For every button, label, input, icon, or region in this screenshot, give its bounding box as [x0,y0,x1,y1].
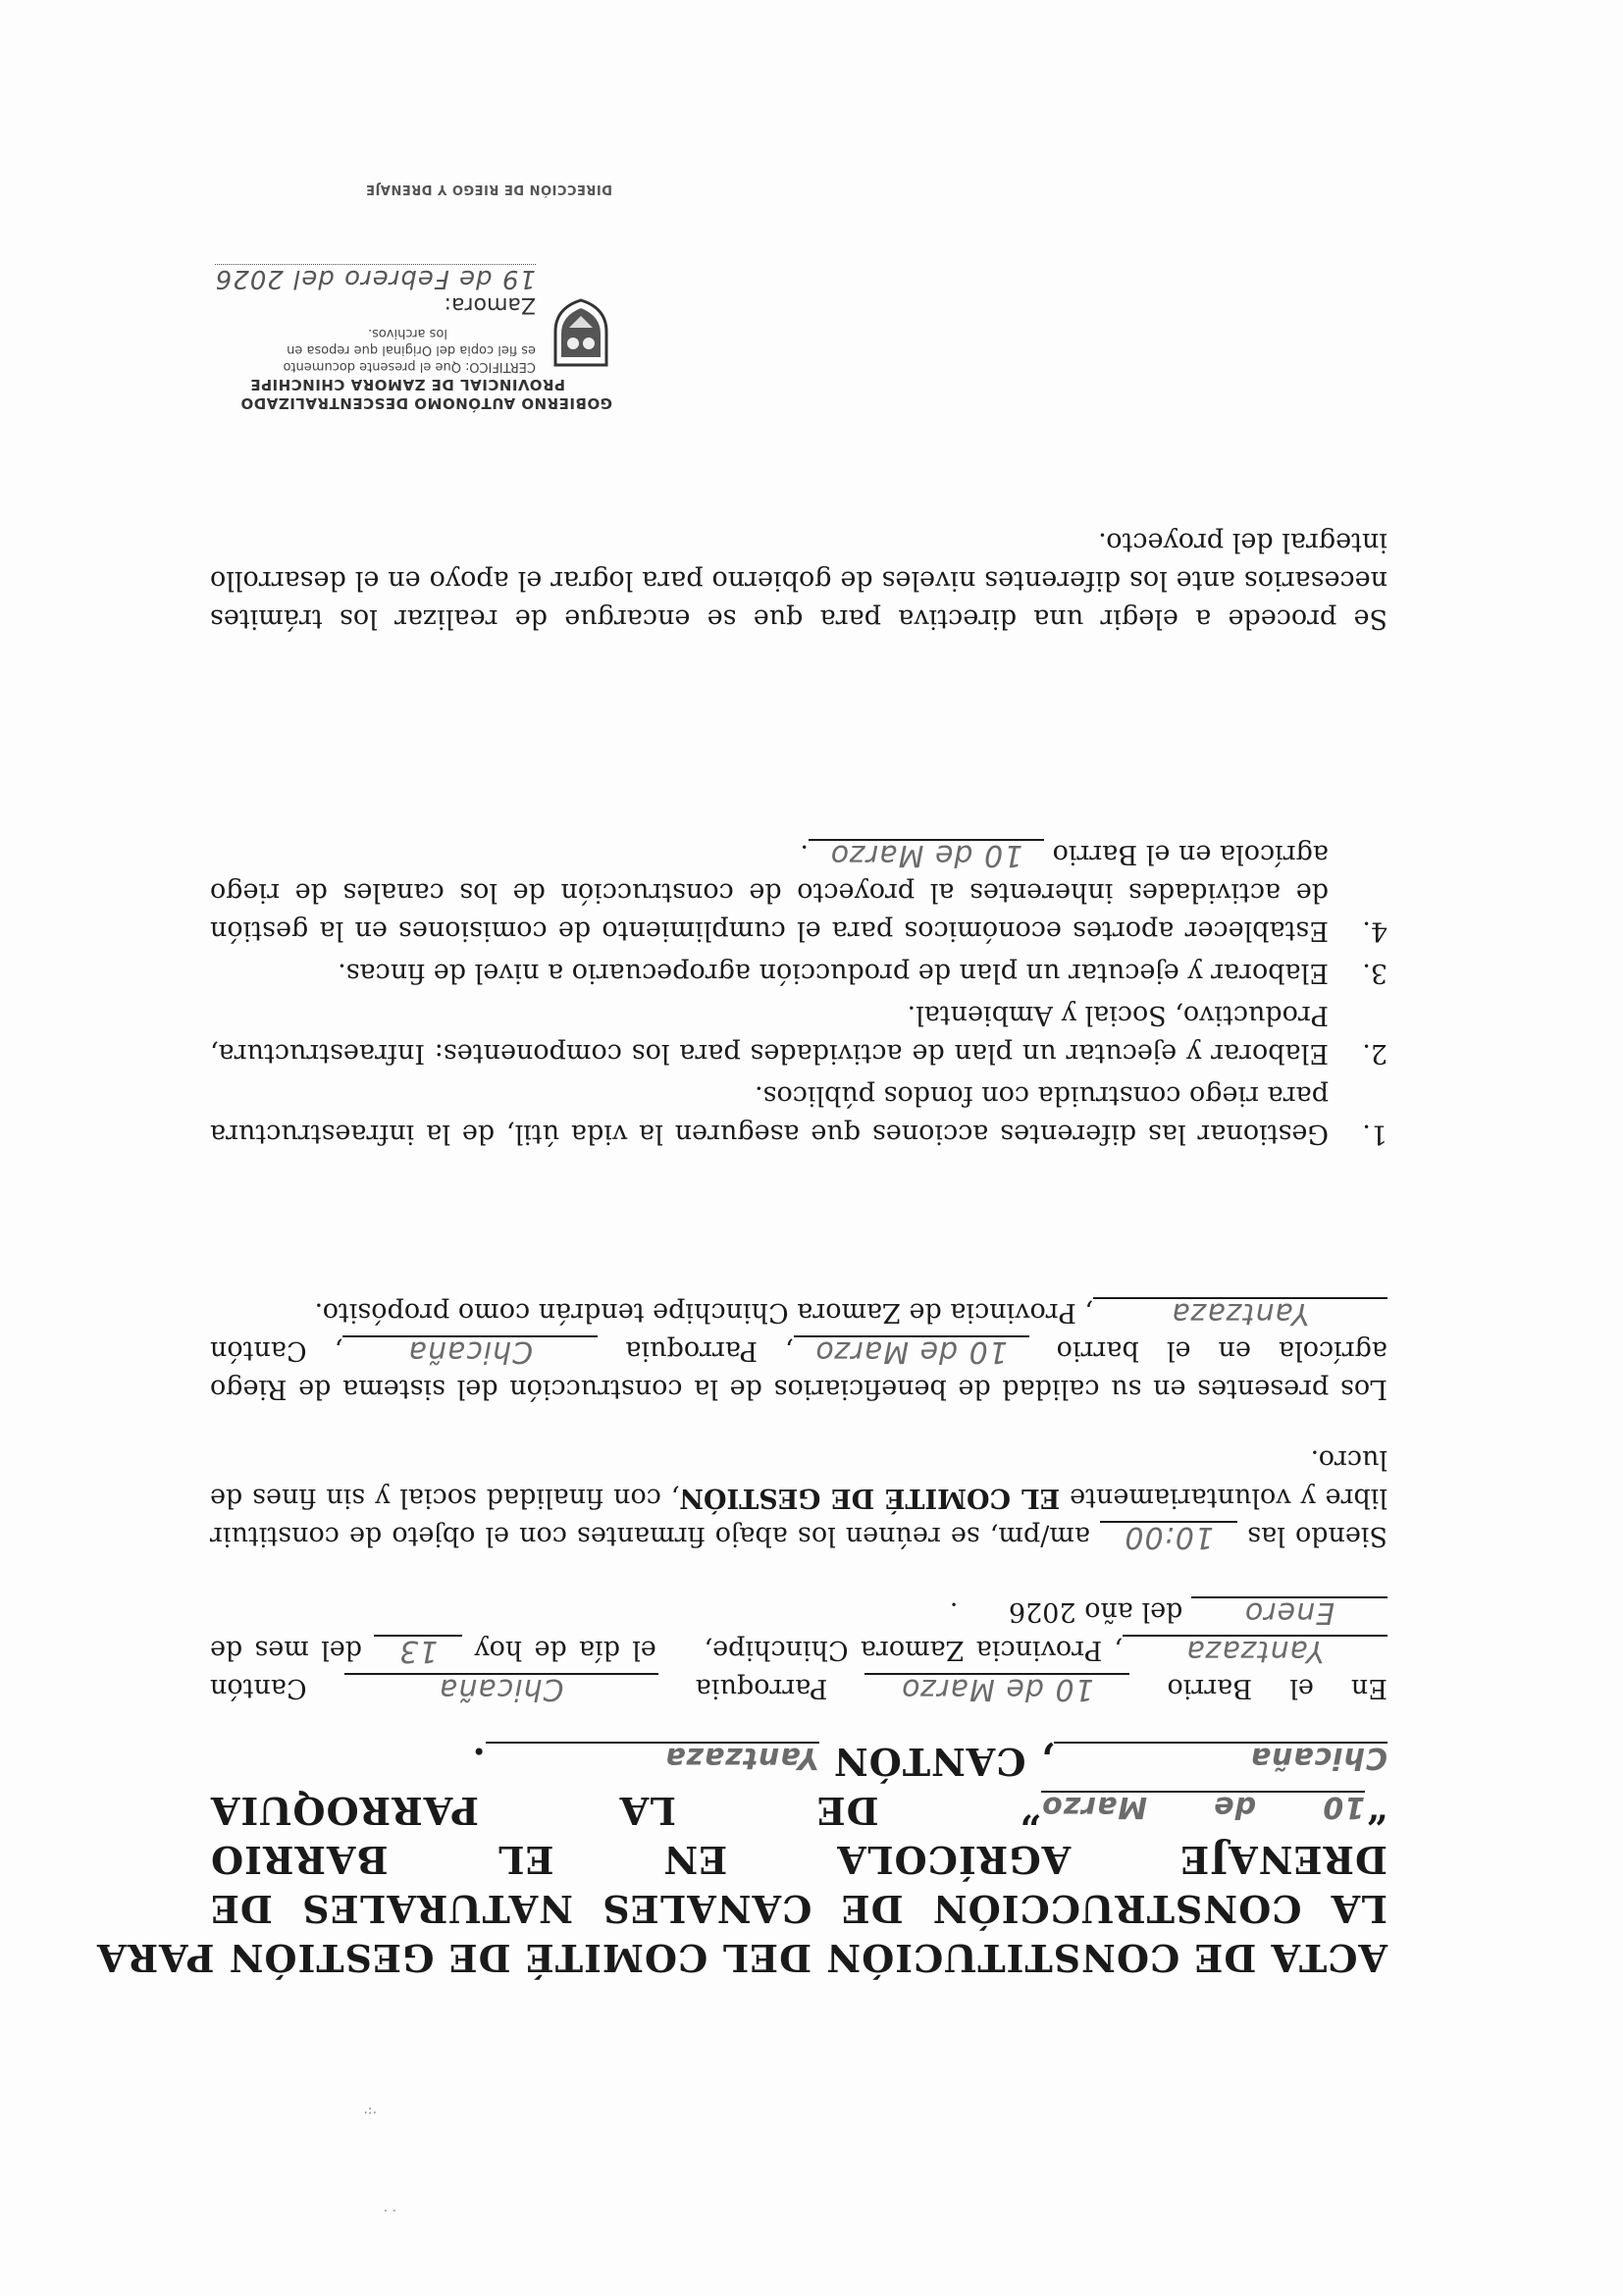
stamp-footer: DIRECCIÓN DE RIEGO Y DRENAJE [365,182,612,196]
list-text: Elaborar y ejecutar un plan de producción agropecuario a nivel de fincas. [338,958,1329,988]
stamp-date-row [190,264,536,317]
title-line-4-text: ” DE LA PARROQUIA [210,1789,1042,1833]
intro-canton-field: Yantzaza [1123,1635,1387,1664]
presentes-parroquia-label: , Parroquia [625,1335,794,1366]
directiva-paragraph: Se procede a elegir una directiva para que se encargue de realizar los trámites necesarios ante los diferentes niveles de gobierno para lograr el apoyo en el desarrollo integral del proyecto. [210,527,1387,634]
intro-provincia: , Provincia Zamora Chinchipe, [704,1635,1123,1665]
list-tail: . [800,839,809,869]
intro-parroquia-field: Chicaña [344,1673,658,1702]
list-number: 1. [1362,1119,1387,1149]
open-quote: “ [1365,1789,1387,1833]
title-barrio-field: 10 de Marzo [1041,1790,1366,1824]
siendo-paragraph [210,1440,1387,1555]
list-barrio-field: 10 de Marzo [809,839,1044,868]
title-canton-field: Yantzaza [486,1742,819,1771]
title-canton-label: , CANTÓN [832,1740,1054,1784]
intro-mes-label: del mes de [210,1635,362,1665]
intro-parroquia-label: Parroquia [695,1673,828,1703]
intro-mes-field: Enero [1191,1596,1387,1626]
intro-barrio-label: En el Barrio [1167,1673,1387,1703]
presentes-canton-label: , Cantón [210,1335,343,1366]
list-number: 2. [1362,1038,1387,1069]
intro-canton-label: Cantón [210,1673,307,1703]
title-line-2: LA CONSTRUCCIÓN DE CANALES NATURALES DE [210,1887,1387,1931]
presentes-canton-field: Yantzaza [1093,1297,1387,1327]
list-text: Elaborar y ejecutar un plan de actividades para los componentes: Infraestructura, Productivo, Social y Ambiental. [210,1000,1329,1069]
scan-speck: ·:· [363,2104,377,2119]
presentes-parroquia-field: Chicaña [342,1335,598,1365]
list-item [210,996,1387,1072]
siendo-label: Siendo las [1247,1521,1387,1551]
list-number: 4. [1362,915,1387,946]
comite-bold: EL COMITÉ DE GESTIÓN [679,1483,1061,1513]
document-title [96,1737,1387,1982]
intro-paragraph [210,1592,1387,1707]
stamp-line-5: los archivos. [367,326,447,340]
list-item [210,1076,1387,1153]
coat-of-arms-icon [550,298,612,371]
intro-de-hoy: de hoy [474,1635,567,1665]
certification-stamp [190,147,612,412]
stamp-date: 19 de Febrero del 2026 [214,264,536,293]
title-line-3: DRENAJE AGRÍCOLA EN EL BARRIO [210,1838,1387,1882]
stamp-line-4: es fiel copia del Original que reposa en [287,342,536,357]
title-parroquia-field: Chicaña [1054,1742,1387,1771]
title-line-5 [210,1737,1387,1786]
presentes-barrio-field: 10 de Marzo [794,1335,1029,1365]
stamp-zamora-label: Zamora: [444,292,536,317]
siendo-text-1: am/pm, se reúnen los abajo firmantes con el objeto de constituir libre y voluntariamente [210,1483,1387,1551]
stamp-line-2: PROVINCIAL DE ZAMORA CHINCHIPE [249,376,565,393]
title-line-1: ACTA DE CONSTITUCIÓN DEL COMITÉ DE GESTIÓN PARA [96,1936,1387,1980]
intro-dia-field: 13 [374,1635,462,1664]
intro-el-dia: el día [578,1635,656,1665]
list-item [210,954,1387,992]
list-text: Gestionar las diferentes acciones que aseguren la vida útil, de la infraestructura para riego construida con fondos públicos. [210,1080,1329,1149]
presentes-paragraph [210,1293,1387,1408]
presentes-text-1: Los presentes en su calidad de beneficiarios de la construcción del sistema de Riego agrícola en el barrio [210,1335,1387,1404]
list-number: 3. [1362,958,1387,988]
stamp-line-1: GOBIERNO AUTÓNOMO DESCENTRALIZADO [240,394,612,412]
purpose-list-block [210,831,1387,1153]
presentes-text-2: , Provincia de Zamora Chinchipe tendrán como propósito. [314,1297,1093,1328]
title-line-4 [210,1786,1387,1835]
list-item [210,835,1387,950]
intro-period: . [949,1596,959,1627]
intro-anio: del año 2026 [1008,1596,1183,1627]
siendo-text-2: , con finalidad social y sin fines de lucro. [210,1444,1387,1513]
stamp-line-3: CERTIFICO: Que el presente documento [283,359,536,374]
scan-speck: · · [383,2202,396,2218]
purpose-list [210,835,1387,1153]
title-end: . [471,1740,486,1784]
intro-barrio-field: 10 de Marzo [864,1673,1129,1702]
hora-field: 10:00 [1100,1521,1237,1550]
list-text: Establecer aportes económicos para el cumplimiento de comisiones en la gestión de actividades inherentes al proyecto de construcción de los canales de riego agrícola en el Barrio [210,839,1329,946]
